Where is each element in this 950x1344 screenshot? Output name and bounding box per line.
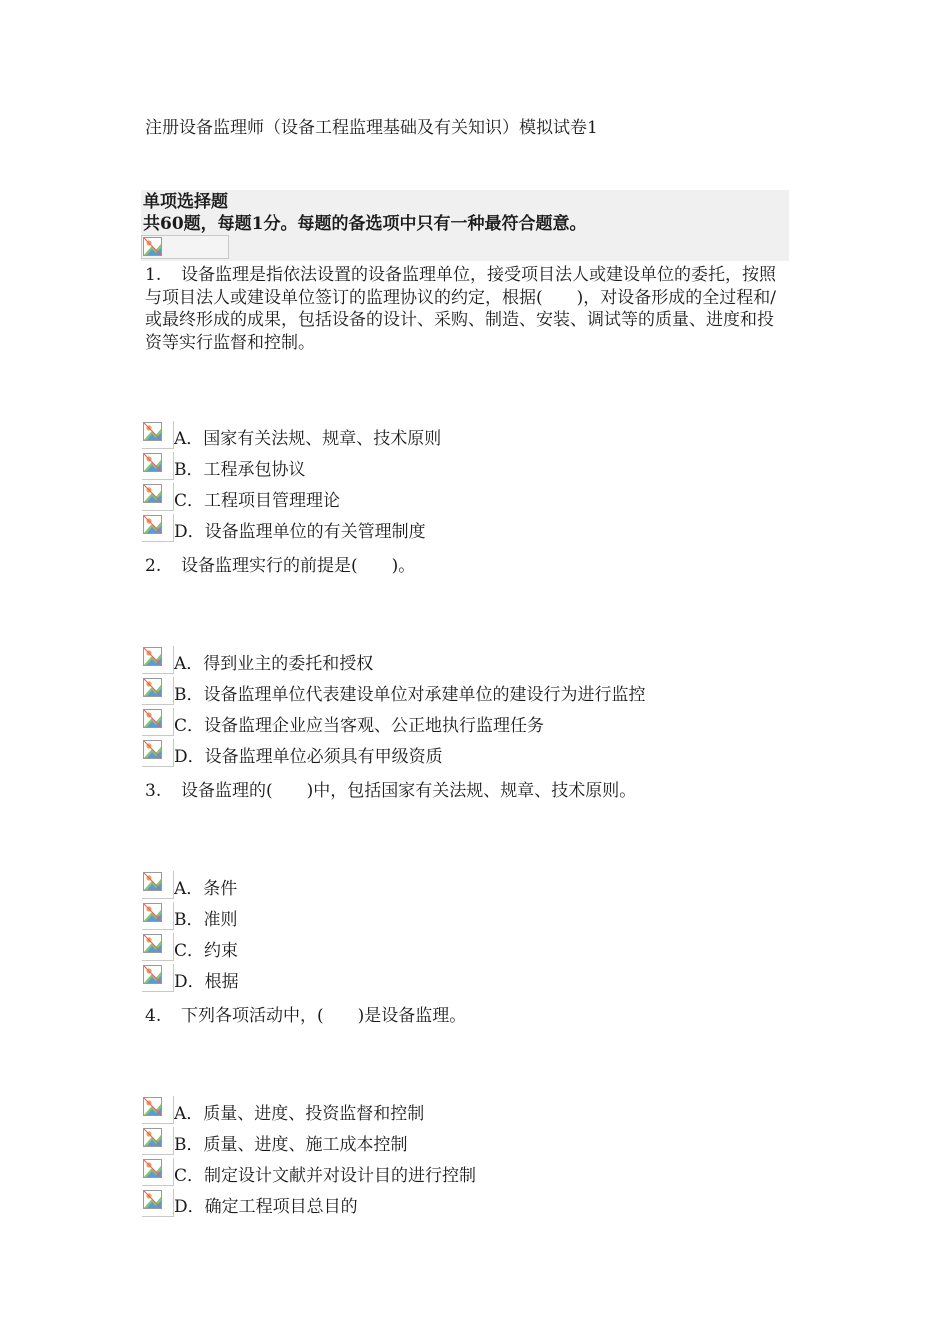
answer-radio-icon[interactable] <box>142 677 174 705</box>
answer-radio-icon[interactable] <box>142 933 174 961</box>
answer-radio-icon[interactable] <box>142 708 174 736</box>
answer-radio-icon[interactable] <box>142 1158 174 1186</box>
option-3a[interactable] <box>142 868 237 899</box>
section-description: 共60题，每题1分。每题的备选项中只有一种最符合题意。 <box>143 214 587 234</box>
option-label: A．国家有关法规、规章、技术原则 <box>174 429 442 449</box>
option-label: B．准则 <box>174 910 238 930</box>
answer-radio-icon[interactable] <box>142 871 174 899</box>
question-3 <box>145 780 785 803</box>
option-label: C．工程项目管理理论 <box>174 491 341 511</box>
option-2c[interactable] <box>142 705 544 736</box>
answer-radio-icon[interactable] <box>142 1096 174 1124</box>
option-label: A．条件 <box>174 879 238 899</box>
question-4 <box>145 1005 785 1028</box>
question-text: 设备监理实行的前提是( )。 <box>181 556 416 576</box>
section-heading: 单项选择题 <box>143 192 228 212</box>
answer-radio-icon[interactable] <box>142 514 174 542</box>
section-header <box>141 190 789 261</box>
broken-image-icon <box>141 235 229 259</box>
option-1b[interactable] <box>142 449 306 480</box>
option-1d[interactable] <box>142 511 426 542</box>
option-2b[interactable] <box>142 674 646 705</box>
option-2d[interactable] <box>142 736 443 767</box>
option-label: D．根据 <box>174 972 239 992</box>
option-1a[interactable] <box>142 418 441 449</box>
option-4b[interactable] <box>142 1124 408 1155</box>
option-4d[interactable] <box>142 1186 358 1217</box>
option-label: D．确定工程项目总目的 <box>174 1197 358 1217</box>
question-number: 2. <box>145 556 162 576</box>
option-3c[interactable] <box>142 930 238 961</box>
option-label: B．质量、进度、施工成本控制 <box>174 1135 408 1155</box>
answer-radio-icon[interactable] <box>142 739 174 767</box>
option-label: C．约束 <box>174 941 239 961</box>
option-label: C．制定设计文献并对设计目的进行控制 <box>174 1166 477 1186</box>
option-2a[interactable] <box>142 643 373 674</box>
option-3d[interactable] <box>142 961 239 992</box>
answer-radio-icon[interactable] <box>142 452 174 480</box>
option-4a[interactable] <box>142 1093 424 1124</box>
option-label: A．质量、进度、投资监督和控制 <box>174 1104 425 1124</box>
option-1c[interactable] <box>142 480 340 511</box>
answer-radio-icon[interactable] <box>142 1189 174 1217</box>
option-3b[interactable] <box>142 899 238 930</box>
answer-radio-icon[interactable] <box>142 902 174 930</box>
option-label: B．工程承包协议 <box>174 460 306 480</box>
option-label: C．设备监理企业应当客观、公正地执行监理任务 <box>174 716 545 736</box>
option-label: B．设备监理单位代表建设单位对承建单位的建设行为进行监控 <box>174 685 646 705</box>
option-label: D．设备监理单位必须具有甲级资质 <box>174 747 443 767</box>
question-1 <box>145 264 785 354</box>
question-text: 设备监理是指依法设置的设备监理单位，接受项目法人或建设单位的委托，按照与项目法人或建设单位签订的监理协议的约定，根据( )，对设备形成的全过程和/或最终形成的成果，包括设备的设计、采购、制造、安装、调试等的质量、进度和投资等实行监督和控制。 <box>145 265 776 353</box>
question-number: 1. <box>145 265 162 285</box>
option-label: D．设备监理单位的有关管理制度 <box>174 522 426 542</box>
answer-radio-icon[interactable] <box>142 1127 174 1155</box>
page-title: 注册设备监理师（设备工程监理基础及有关知识）模拟试卷1 <box>145 118 598 138</box>
question-2 <box>145 555 785 578</box>
question-number: 3. <box>145 781 162 801</box>
answer-radio-icon[interactable] <box>142 421 174 449</box>
option-label: A．得到业主的委托和授权 <box>174 654 374 674</box>
question-text: 设备监理的( )中，包括国家有关法规、规章、技术原则。 <box>181 781 637 801</box>
answer-radio-icon[interactable] <box>142 483 174 511</box>
option-4c[interactable] <box>142 1155 476 1186</box>
answer-radio-icon[interactable] <box>142 646 174 674</box>
question-number: 4. <box>145 1006 162 1026</box>
answer-radio-icon[interactable] <box>142 964 174 992</box>
question-text: 下列各项活动中，( )是设备监理。 <box>181 1006 467 1026</box>
